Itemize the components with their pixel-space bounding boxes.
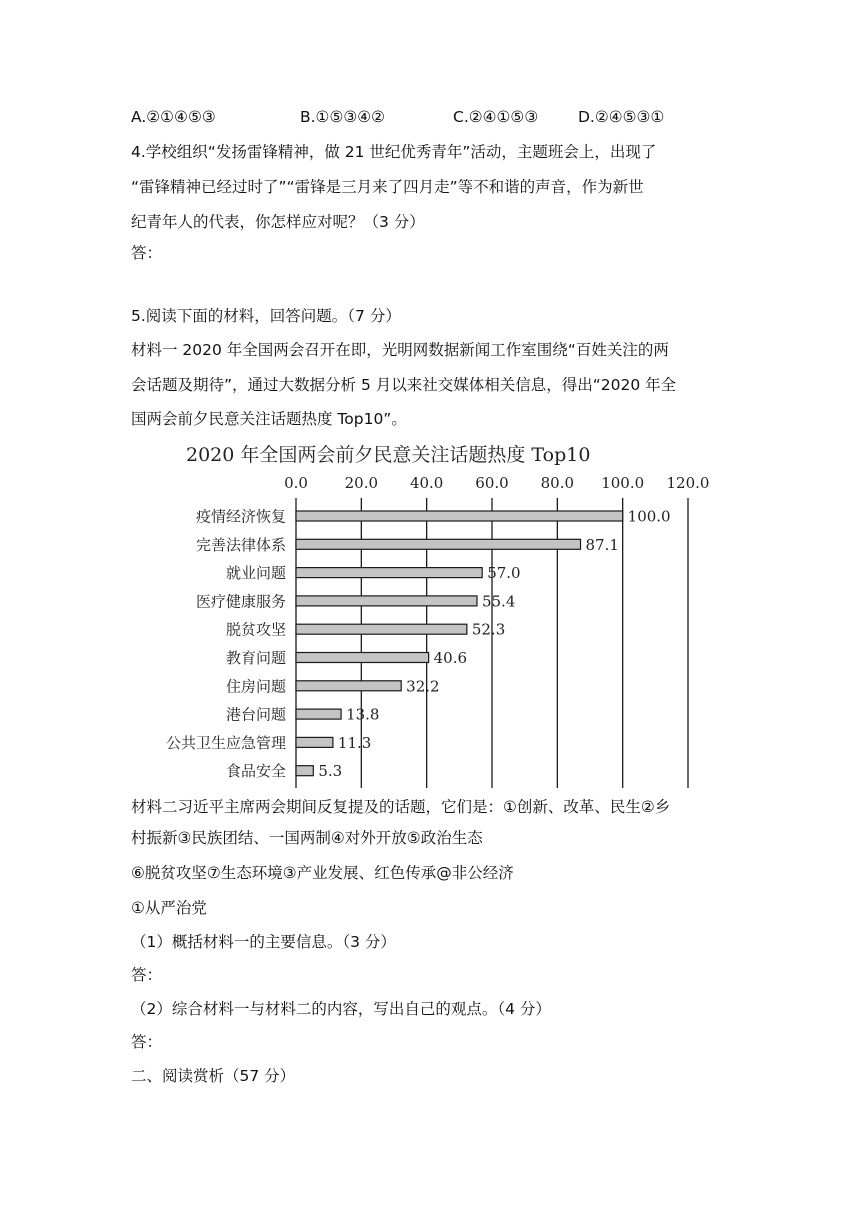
topic-heat-bar-chart [126,436,716,788]
bar-value-label: 100.0 [627,507,671,526]
sub-question-2: （2）综合材料一与材料二的内容，写出自己的观点。（4 分） [131,1000,551,1018]
x-tick-label: 100.0 [601,474,645,492]
bar-value-label: 32.2 [406,677,440,696]
x-tick-label: 40.0 [409,474,444,492]
bar-value-label: 57.0 [487,564,521,583]
bar [296,653,429,663]
x-tick-label: 60.0 [475,474,509,492]
option-a: A.②①④⑤③ [131,108,216,126]
category-label: 医疗健康服务 [195,592,286,611]
option-d: D.②④⑤③① [578,108,665,126]
category-label: 住房问题 [225,677,286,696]
bar-value-label: 13.8 [346,705,380,724]
x-tick-label: 0.0 [284,474,308,492]
sub-question-1-answer-label: 答： [131,966,163,984]
category-label: 食品安全 [225,762,286,781]
sub-question-2-answer-label: 答： [131,1033,163,1051]
bar [296,624,467,634]
material2-line-2: 村振新③民族团结、一国两制④对外开放⑤政治生态 [131,829,483,847]
material1-line-3: 国两会前夕民意关注话题热度 Top10”。 [131,410,407,428]
bar-value-label: 40.6 [433,649,468,667]
material1-line-1: 材料一 2020 年全国两会召开在即，光明网数据新闻工作室围绕“百姓关注的两 [131,341,669,359]
chart-title: 2020 年全国两会前夕民意关注话题热度 Top10 [186,444,591,466]
bar [296,766,313,776]
section-2-heading: 二、阅读赏析（57 分） [131,1067,296,1085]
q4-line-3: 纪青年人的代表，你怎样应对呢？（3 分） [131,213,425,231]
bar-value-label: 87.1 [585,535,619,554]
bar [296,596,477,606]
q5-title: 5.阅读下面的材料，回答问题。（7 分） [131,307,401,325]
option-b: B.①⑤③④② [300,108,386,126]
category-label: 疫情经济恢复 [195,507,286,526]
bar-value-label: 5.3 [318,762,343,781]
x-tick-label: 80.0 [540,474,575,492]
bar [296,681,401,691]
category-label: 完善法律体系 [195,535,286,554]
q4-answer-label: 答： [131,244,163,262]
bar-value-label: 11.3 [337,733,372,752]
bar [296,568,482,578]
q4-line-2: “雷锋精神已经过时了”“雷锋是三月来了四月走”等不和谐的声音，作为新世 [131,178,644,196]
category-label: 港台问题 [225,705,286,724]
material1-line-2: 会话题及期待”，通过大数据分析 5 月以来社交媒体相关信息，得出“2020 年全 [131,376,677,394]
bar-value-label: 52.3 [471,620,506,639]
material2-line-4: ①从严治党 [131,899,207,917]
category-label: 公共卫生应急管理 [165,733,286,752]
sub-question-1: （1）概括材料一的主要信息。（3 分） [131,933,396,951]
option-c: C.②④①⑤③ [453,108,539,126]
category-label: 脱贫攻坚 [225,620,286,639]
material2-line-1: 材料二习近平主席两会期间反复提及的话题，它们是：①创新、改革、民生②乡 [131,798,671,816]
bar-value-label: 55.4 [481,592,516,611]
category-label: 就业问题 [225,564,286,583]
x-tick-label: 20.0 [344,474,379,492]
category-label: 教育问题 [225,649,286,667]
bar [296,539,581,549]
material2-line-3: ⑥脱贫攻坚⑦生态环境③产业发展、红色传承@非公经济 [131,864,514,882]
q4-line-1: 4.学校组织“发扬雷锋精神，做 21 世纪优秀青年”活动，主题班会上，出现了 [131,143,657,161]
x-tick-label: 120.0 [666,474,710,492]
bar [296,737,333,747]
bar [296,709,341,719]
bar [296,511,623,521]
